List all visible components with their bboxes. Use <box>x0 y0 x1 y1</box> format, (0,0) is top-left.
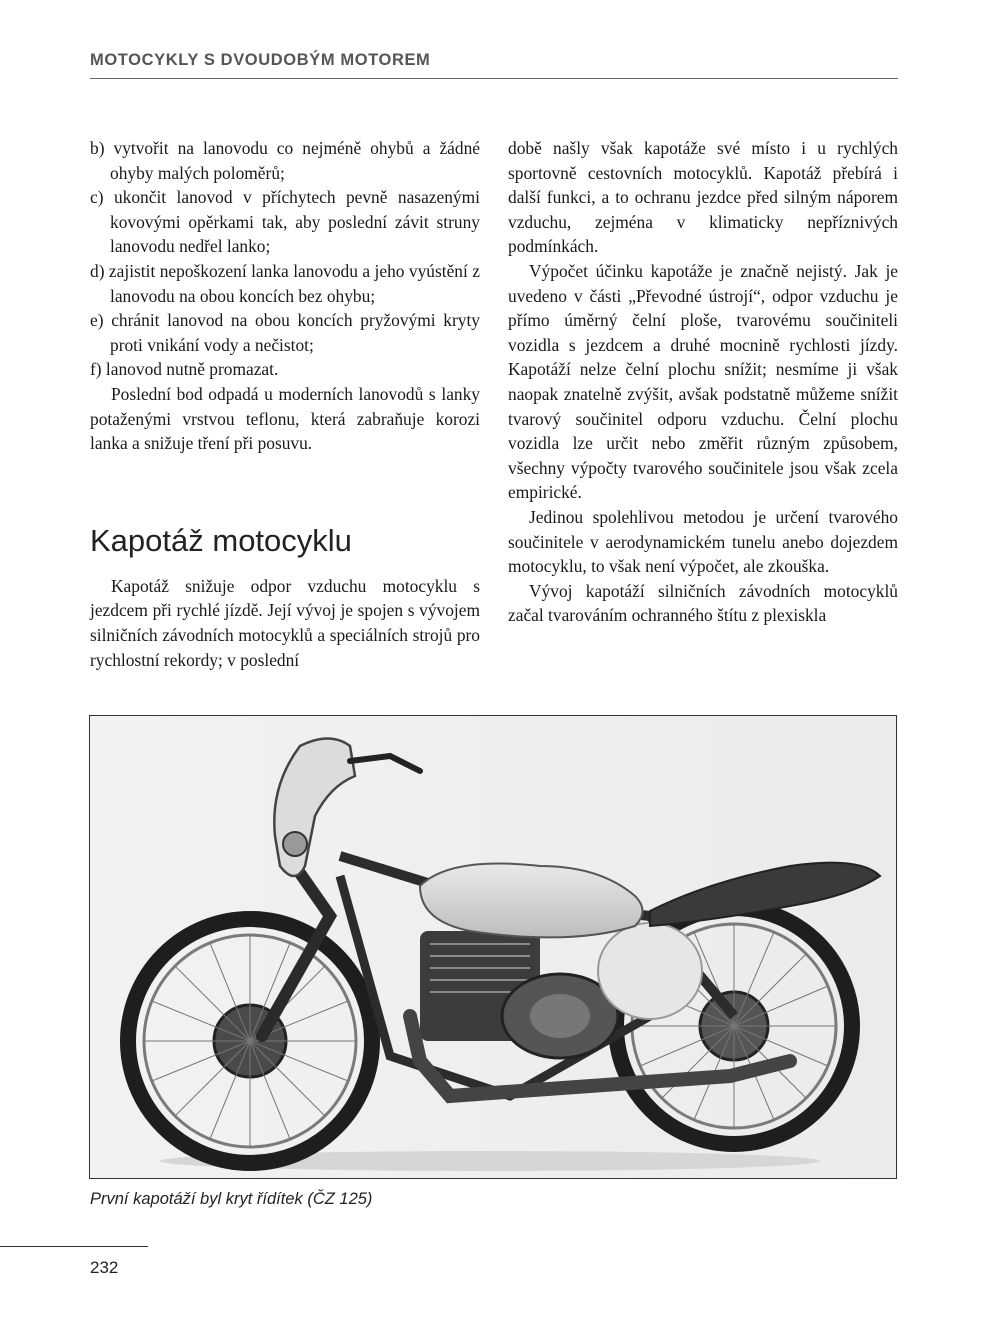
figure-caption: První kapotáží byl kryt řídítek (ČZ 125) <box>90 1190 373 1208</box>
section-paragraph: Kapotáž snižuje odpor vzduchu motocyklu s jezdcem při rychlé jízdě. Její vývoj je spojen s vývojem silničních závodních motocyklů a speciálních strojů pro rychlostní rekordy; v poslední <box>90 575 480 670</box>
list-item-f: f) lanovod nutně promazat. <box>90 359 279 380</box>
body-paragraph: Jedinou spolehlivou metodou je určení tvarového součinitele v aerodynamickém tunelu anebo dojezdem motocyklu, to však není výpočet, ale zkouška. <box>508 506 898 577</box>
running-title: MOTOCYKLY S DVOUDOBÝM MOTOREM <box>90 51 431 69</box>
left-column <box>90 136 480 672</box>
header-rule <box>90 78 898 79</box>
section-heading: Kapotáž motocyklu <box>90 522 352 558</box>
front-wheel <box>128 919 372 1163</box>
motorcycle-photo <box>89 715 897 1179</box>
list-item-c: c) ukončit lanovod v příchytech pevně nasazenými kovovými opěrkami tak, aby poslední závit struny lanovodu nedřel lanko; <box>90 187 480 257</box>
page-number: 232 <box>90 1258 119 1277</box>
footer-rule <box>0 1246 148 1247</box>
list-item-d: d) zajistit nepoškození lanka lanovodu a jeho vyústění z lanovodu na obou koncích bez ohybu; <box>90 260 480 306</box>
body-paragraph: Poslední bod odpadá u moderních lanovodů s lanky potaženými vrstvou teflonu, která zabraňuje korozi lanka a snižuje tření při posuvu. <box>90 383 480 454</box>
list-item-e: e) chránit lanovod na obou koncích pryžovými kryty proti vnikání vody a nečistot; <box>90 310 480 355</box>
body-paragraph-continued: době našly však kapotáže své místo i u rychlých sportovně cestovních motocyklů. Kapotáž přebírá i další funkci, a to ochranu jezdce před silným náporem vzduchu, zejména v klimaticky nepříznivých podmínkách. <box>508 138 898 257</box>
list-item-b: b) vytvořit na lanovodu co nejméně ohybů a žádné ohyby malých poloměrů; <box>90 138 480 183</box>
body-paragraph: Výpočet účinku kapotáže je značně nejistý. Jak je uvedeno v části „Převodné ústrojí“, odpor vzduchu je přímo úměrný čelní ploše, tvarovému součiniteli vozidla s jezdcem a druhé mocnině rychlosti jízdy. Kapotáží nelze čelní plochu snížit; nesmíme ji však naopak znatelně zvýšit, avšak podstatně můžeme snížit tvarový součinitel odporu vzduchu. Čelní plochu vozidla lze určit nebo změřit různým způsobem, všechny výpočty tvarového součinitele jsou však zcela empirické. <box>508 260 898 503</box>
motorcycle-illustration <box>90 716 896 1178</box>
right-column <box>508 136 898 628</box>
body-paragraph: Vývoj kapotáží silničních závodních motocyklů začal tvarováním ochranného štítu z plexiskla <box>508 580 898 626</box>
